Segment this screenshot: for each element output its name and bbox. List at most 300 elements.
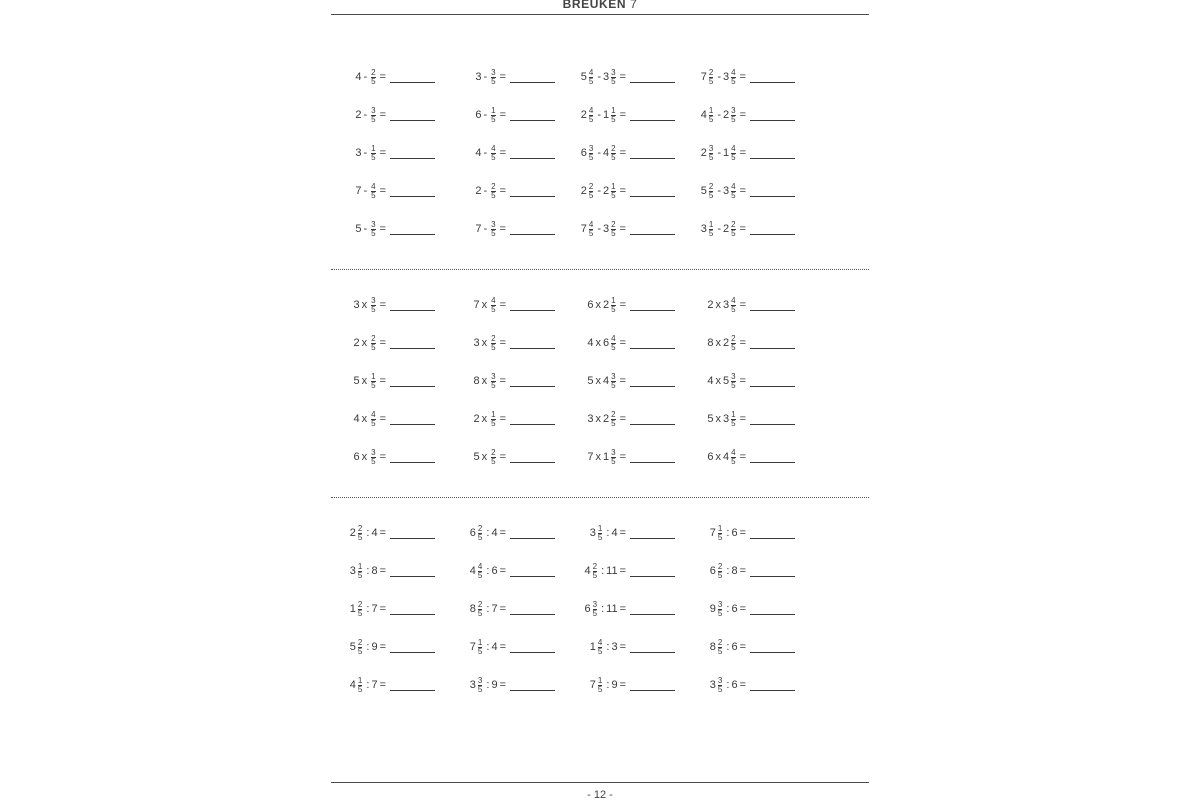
whole-number: 1: [589, 641, 596, 653]
fraction: [371, 449, 375, 466]
divisor: 9: [611, 679, 618, 691]
whole-number: 3: [700, 223, 707, 235]
exercise: [470, 636, 555, 658]
fraction: [589, 107, 593, 124]
answer-blank[interactable]: [390, 424, 435, 425]
exercise: [587, 294, 675, 316]
fraction: [491, 335, 495, 352]
fraction-numerator: 2: [717, 637, 723, 647]
equals-sign: =: [499, 451, 506, 463]
answer-blank[interactable]: [750, 158, 795, 159]
answer-blank[interactable]: [390, 120, 435, 121]
operator: x: [361, 299, 368, 311]
whole-number: 3: [722, 71, 730, 83]
fraction-denominator: 5: [477, 684, 483, 694]
answer-blank[interactable]: [510, 82, 555, 83]
fraction-numerator: 4: [611, 333, 616, 343]
exercise: [707, 370, 795, 392]
fraction-numerator: 2: [731, 333, 736, 343]
fraction-numerator: 2: [708, 181, 714, 191]
fraction-denominator: 5: [357, 570, 363, 580]
fraction-denominator: 5: [708, 190, 714, 200]
whole-number: 2: [349, 527, 356, 539]
exercise-row: [331, 408, 869, 430]
fraction-denominator: 5: [477, 532, 483, 542]
operator: :: [726, 527, 730, 539]
fraction-numerator: 2: [588, 181, 594, 191]
fraction-numerator: 1: [491, 409, 496, 419]
whole-number: 3: [349, 565, 356, 577]
answer-blank[interactable]: [630, 82, 675, 83]
answer-blank[interactable]: [510, 576, 555, 577]
operator: :: [726, 603, 730, 615]
exercise: [701, 66, 795, 88]
fraction-denominator: 5: [731, 418, 736, 428]
fraction-numerator: 4: [477, 561, 483, 571]
answer-blank[interactable]: [390, 196, 435, 197]
answer-blank[interactable]: [510, 196, 555, 197]
equals-sign: =: [499, 375, 506, 387]
whole-number: 6: [587, 299, 594, 311]
whole-number: 3: [469, 679, 476, 691]
exercise-row: [331, 370, 869, 392]
equals-sign: =: [619, 413, 626, 425]
fraction-denominator: 5: [371, 190, 376, 200]
equals-sign: =: [619, 337, 626, 349]
answer-blank[interactable]: [630, 310, 675, 311]
divisor: 4: [491, 641, 498, 653]
answer-blank[interactable]: [630, 234, 675, 235]
divisor: 9: [491, 679, 498, 691]
equals-sign: =: [499, 109, 506, 121]
equals-sign: =: [499, 337, 506, 349]
exercise: [350, 522, 435, 544]
whole-number: 3: [589, 527, 596, 539]
fraction-denominator: 5: [611, 456, 616, 466]
exercise: [470, 560, 555, 582]
fraction: [371, 145, 375, 162]
whole-number: 8: [709, 641, 716, 653]
answer-blank[interactable]: [510, 462, 555, 463]
fraction-denominator: 5: [731, 152, 736, 162]
fraction-numerator: 1: [371, 371, 376, 381]
whole-number: 3: [602, 71, 610, 83]
exercise: [350, 636, 435, 658]
fraction-denominator: 5: [717, 570, 723, 580]
fraction-denominator: 5: [611, 190, 616, 200]
whole-number: 3: [602, 223, 610, 235]
equals-sign: =: [619, 679, 626, 691]
exercise: [353, 408, 435, 430]
operator: -: [363, 147, 368, 159]
fraction-denominator: 5: [731, 228, 736, 238]
fraction-numerator: 1: [731, 409, 736, 419]
answer-blank[interactable]: [630, 424, 675, 425]
answer-blank[interactable]: [750, 386, 795, 387]
fraction-numerator: 3: [371, 219, 376, 229]
fraction-denominator: 5: [477, 646, 483, 656]
exercise: [355, 142, 435, 164]
whole-number: 2: [722, 223, 730, 235]
fraction: [718, 563, 722, 580]
exercise: [710, 636, 795, 658]
fraction: [718, 677, 722, 694]
answer-blank[interactable]: [390, 234, 435, 235]
whole-number: 2: [700, 147, 707, 159]
fraction: [611, 145, 615, 162]
operator: -: [483, 147, 488, 159]
whole-number: 6: [580, 147, 587, 159]
fraction: [478, 601, 482, 618]
answer-blank[interactable]: [390, 690, 435, 691]
fraction: [358, 677, 362, 694]
exercise: [707, 332, 795, 354]
equals-sign: =: [619, 527, 626, 539]
operator: -: [363, 109, 368, 121]
fraction-denominator: 5: [597, 646, 603, 656]
exercise: [353, 446, 435, 468]
whole-number: 7: [580, 223, 587, 235]
divisor: 9: [371, 641, 378, 653]
equals-sign: =: [499, 679, 506, 691]
whole-number: 4: [602, 375, 610, 387]
exercise: [473, 408, 555, 430]
whole-number: 5: [700, 185, 707, 197]
equals-sign: =: [499, 185, 506, 197]
answer-blank[interactable]: [750, 310, 795, 311]
whole-number: 7: [700, 71, 707, 83]
fraction: [491, 449, 495, 466]
answer-blank[interactable]: [630, 576, 675, 577]
exercise: [701, 142, 795, 164]
fraction-numerator: 4: [731, 181, 736, 191]
whole-number: 2: [473, 413, 480, 425]
whole-number: 6: [584, 603, 591, 615]
fraction-denominator: 5: [708, 152, 714, 162]
answer-blank[interactable]: [510, 690, 555, 691]
whole-number: 2: [353, 337, 360, 349]
fraction: [731, 449, 735, 466]
answer-blank[interactable]: [390, 386, 435, 387]
answer-blank[interactable]: [750, 576, 795, 577]
fraction-numerator: 4: [371, 181, 376, 191]
equals-sign: =: [499, 641, 506, 653]
answer-blank[interactable]: [510, 310, 555, 311]
operator: -: [483, 109, 488, 121]
equals-sign: =: [379, 451, 386, 463]
operator: x: [481, 375, 488, 387]
header-title: BREUKEN: [562, 0, 627, 11]
operator: :: [366, 679, 370, 691]
exercise: [585, 560, 676, 582]
exercise: [475, 180, 555, 202]
answer-blank[interactable]: [510, 386, 555, 387]
operator: :: [366, 641, 370, 653]
equals-sign: =: [379, 147, 386, 159]
answer-blank[interactable]: [750, 196, 795, 197]
fraction: [611, 335, 615, 352]
whole-number: 5: [722, 375, 730, 387]
operator: x: [595, 451, 601, 463]
divisor: 7: [371, 679, 378, 691]
divisor: 7: [371, 603, 378, 615]
exercise: [350, 674, 435, 696]
fraction-denominator: 5: [371, 114, 376, 124]
fraction-numerator: 1: [611, 295, 616, 305]
operator: -: [363, 223, 368, 235]
operator: -: [483, 223, 488, 235]
operator: -: [717, 147, 721, 159]
fraction-numerator: 2: [477, 523, 483, 533]
fraction: [709, 221, 713, 238]
answer-blank[interactable]: [630, 462, 675, 463]
equals-sign: =: [499, 71, 506, 83]
answer-blank[interactable]: [510, 120, 555, 121]
divisor: 11: [606, 603, 618, 615]
fraction-denominator: 5: [611, 114, 616, 124]
equals-sign: =: [379, 337, 386, 349]
whole-number: 4: [584, 565, 591, 577]
fraction-numerator: 3: [491, 371, 496, 381]
answer-blank[interactable]: [390, 82, 435, 83]
answer-blank[interactable]: [750, 614, 795, 615]
fraction: [358, 563, 362, 580]
answer-blank[interactable]: [510, 234, 555, 235]
exercise: [590, 522, 675, 544]
exercise: [475, 104, 555, 126]
fraction: [611, 411, 615, 428]
fraction-numerator: 3: [708, 143, 714, 153]
exercise-row: [331, 636, 869, 658]
fraction-denominator: 5: [611, 304, 616, 314]
fraction-denominator: 5: [491, 456, 496, 466]
operator: :: [601, 565, 605, 577]
fraction-denominator: 5: [611, 76, 616, 86]
divisor: 6: [731, 641, 738, 653]
exercise: [587, 446, 675, 468]
answer-blank[interactable]: [630, 690, 675, 691]
header-number: 7: [630, 0, 638, 11]
operator: x: [595, 375, 601, 387]
fraction-numerator: 3: [731, 105, 736, 115]
fraction: [598, 677, 602, 694]
answer-blank[interactable]: [750, 82, 795, 83]
exercise: [473, 332, 555, 354]
operator: x: [715, 413, 721, 425]
answer-blank[interactable]: [390, 652, 435, 653]
exercise: [475, 142, 555, 164]
fraction-denominator: 5: [371, 380, 376, 390]
answer-blank[interactable]: [510, 538, 555, 539]
answer-blank[interactable]: [510, 424, 555, 425]
exercise-row: [331, 218, 869, 240]
equals-sign: =: [739, 679, 746, 691]
fraction-denominator: 5: [708, 228, 714, 238]
exercise: [590, 636, 675, 658]
answer-blank[interactable]: [510, 614, 555, 615]
operator: x: [361, 337, 368, 349]
answer-blank[interactable]: [630, 614, 675, 615]
divisor: 6: [491, 565, 498, 577]
fraction-numerator: 2: [357, 523, 363, 533]
fraction-numerator: 4: [731, 295, 736, 305]
fraction-denominator: 5: [477, 608, 483, 618]
fraction: [598, 525, 602, 542]
operator: x: [715, 299, 721, 311]
answer-blank[interactable]: [750, 538, 795, 539]
equals-sign: =: [379, 413, 386, 425]
fraction: [371, 107, 375, 124]
fraction: [611, 449, 615, 466]
fraction: [371, 411, 375, 428]
exercise-row: [331, 332, 869, 354]
fraction: [718, 639, 722, 656]
whole-number: 3: [473, 337, 480, 349]
equals-sign: =: [379, 223, 386, 235]
answer-blank[interactable]: [510, 158, 555, 159]
whole-number: 8: [473, 375, 480, 387]
whole-number: 5: [587, 375, 594, 387]
fraction: [371, 373, 375, 390]
whole-number: 3: [587, 413, 594, 425]
fraction: [478, 639, 482, 656]
fraction: [371, 183, 375, 200]
fraction-numerator: 3: [477, 675, 483, 685]
fraction: [709, 107, 713, 124]
fraction: [611, 69, 615, 86]
operator: x: [481, 337, 488, 349]
answer-blank[interactable]: [390, 348, 435, 349]
fraction-denominator: 5: [357, 608, 363, 618]
answer-blank[interactable]: [750, 348, 795, 349]
exercise: [473, 446, 555, 468]
exercise: [475, 218, 555, 240]
whole-number: 6: [602, 337, 610, 349]
fraction-denominator: 5: [731, 190, 736, 200]
fraction-numerator: 1: [597, 675, 603, 685]
answer-blank[interactable]: [750, 424, 795, 425]
equals-sign: =: [739, 185, 746, 197]
fraction: [371, 335, 375, 352]
answer-blank[interactable]: [390, 576, 435, 577]
fraction-numerator: 1: [708, 219, 714, 229]
fraction-numerator: 2: [717, 561, 723, 571]
answer-blank[interactable]: [750, 462, 795, 463]
exercise: [587, 370, 675, 392]
fraction-numerator: 4: [371, 409, 376, 419]
equals-sign: =: [739, 337, 746, 349]
exercise: [581, 142, 675, 164]
answer-blank[interactable]: [630, 158, 675, 159]
equals-sign: =: [379, 641, 386, 653]
exercise: [353, 332, 435, 354]
fraction: [358, 525, 362, 542]
fraction-denominator: 5: [357, 646, 363, 656]
whole-number: 9: [709, 603, 716, 615]
whole-number: 6: [709, 565, 716, 577]
fraction-numerator: 3: [491, 219, 496, 229]
exercise: [473, 294, 555, 316]
answer-blank[interactable]: [630, 386, 675, 387]
equals-sign: =: [739, 527, 746, 539]
fraction-numerator: 2: [708, 67, 714, 77]
fraction-denominator: 5: [491, 304, 496, 314]
operator: :: [726, 679, 730, 691]
whole-number: 2: [580, 109, 587, 121]
equals-sign: =: [379, 185, 386, 197]
equals-sign: =: [619, 71, 626, 83]
whole-number: 1: [602, 109, 610, 121]
fraction-denominator: 5: [588, 114, 594, 124]
operator: :: [726, 565, 730, 577]
answer-blank[interactable]: [750, 120, 795, 121]
answer-blank[interactable]: [630, 652, 675, 653]
answer-blank[interactable]: [390, 462, 435, 463]
fraction-denominator: 5: [491, 152, 496, 162]
fraction-denominator: 5: [588, 190, 594, 200]
fraction-denominator: 5: [731, 380, 736, 390]
answer-blank[interactable]: [750, 234, 795, 235]
fraction-denominator: 5: [588, 228, 594, 238]
answer-blank[interactable]: [630, 120, 675, 121]
fraction: [491, 69, 495, 86]
answer-blank[interactable]: [750, 652, 795, 653]
equals-sign: =: [499, 147, 506, 159]
answer-blank[interactable]: [390, 310, 435, 311]
whole-number: 3: [722, 413, 730, 425]
answer-blank[interactable]: [390, 158, 435, 159]
fraction-numerator: 1: [611, 181, 616, 191]
answer-blank[interactable]: [390, 614, 435, 615]
exercise: [473, 370, 555, 392]
answer-blank[interactable]: [630, 348, 675, 349]
fraction-denominator: 5: [371, 304, 376, 314]
fraction-denominator: 5: [357, 684, 363, 694]
whole-number: 7: [355, 185, 362, 197]
fraction-numerator: 2: [491, 447, 496, 457]
answer-blank[interactable]: [510, 652, 555, 653]
whole-number: 3: [722, 185, 730, 197]
fraction-denominator: 5: [717, 646, 723, 656]
equals-sign: =: [739, 223, 746, 235]
operator: x: [595, 413, 601, 425]
answer-blank[interactable]: [630, 196, 675, 197]
fraction-denominator: 5: [611, 152, 616, 162]
divisor: 8: [371, 565, 378, 577]
fraction-denominator: 5: [491, 418, 496, 428]
exercise-row: [331, 66, 869, 88]
answer-blank[interactable]: [510, 348, 555, 349]
exercise-row: [331, 104, 869, 126]
fraction: [718, 601, 722, 618]
answer-blank[interactable]: [390, 538, 435, 539]
fraction: [371, 297, 375, 314]
exercise-row: [331, 142, 869, 164]
fraction-denominator: 5: [708, 76, 714, 86]
fraction-numerator: 1: [371, 143, 376, 153]
equals-sign: =: [499, 527, 506, 539]
fraction: [491, 297, 495, 314]
fraction-denominator: 5: [371, 76, 376, 86]
whole-number: 3: [353, 299, 360, 311]
answer-blank[interactable]: [630, 538, 675, 539]
fraction-denominator: 5: [731, 456, 736, 466]
exercise: [707, 294, 795, 316]
whole-number: 7: [469, 641, 476, 653]
fraction-denominator: 5: [491, 76, 496, 86]
answer-blank[interactable]: [750, 690, 795, 691]
equals-sign: =: [619, 375, 626, 387]
